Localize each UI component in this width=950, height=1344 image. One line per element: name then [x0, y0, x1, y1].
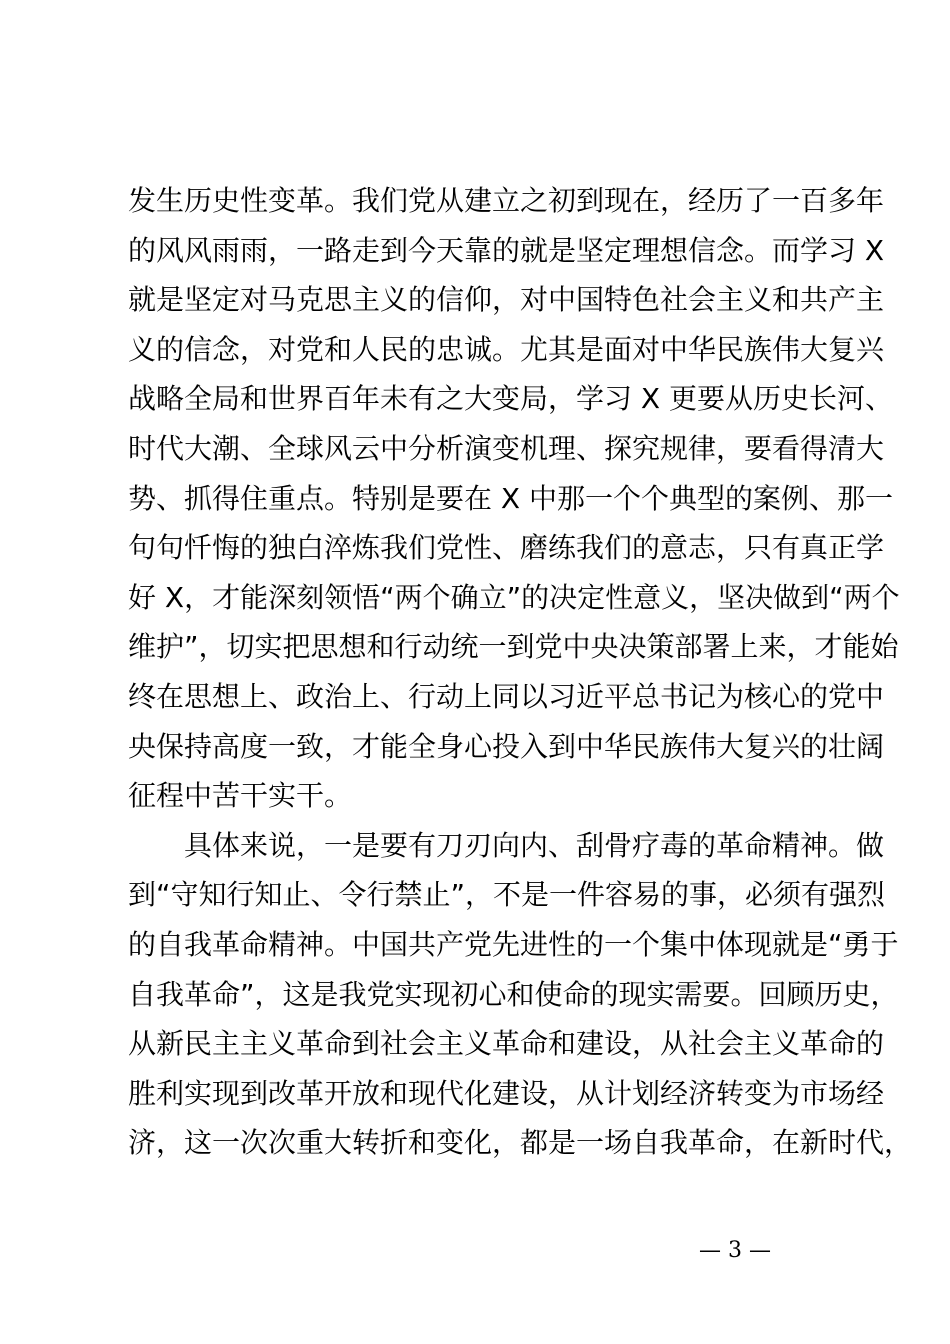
- text-line: 战略全局和世界百年未有之大变局，学习 X 更要从历史长河、: [128, 382, 893, 416]
- text-line: 的自我革命精神。中国共产党先进性的一个集中体现就是“勇于: [128, 927, 899, 961]
- paragraph-1: [128, 176, 900, 821]
- text-line: 好 X，才能深刻领悟“两个确立”的决定性意义，坚决做到“两个: [128, 580, 900, 614]
- text-line: 终在思想上、政治上、行动上同以习近平总书记为核心的党中: [128, 679, 885, 713]
- text-line: 从新民主主义革命到社会主义革命和建设，从社会主义革命的: [128, 1027, 885, 1061]
- text-line: 自我革命”，这是我党实现初心和使命的现实需要。回顾历史，: [128, 977, 899, 1011]
- text-line: 维护”，切实把思想和行动统一到党中央决策部署上来，才能始: [128, 630, 899, 664]
- text-line: 具体来说，一是要有刀刃向内、刮骨疗毒的革命精神。做: [184, 828, 885, 862]
- text-line: 势、抓得住重点。特别是要在 X 中那一个个典型的案例、那一: [128, 481, 893, 515]
- text-line: 发生历史性变革。我们党从建立之初到现在，经历了一百多年: [128, 184, 885, 217]
- text-line: 义的信念，对党和人民的忠诚。尤其是面对中华民族伟大复兴: [128, 332, 885, 366]
- body-text: [128, 176, 913, 1168]
- text-line: 就是坚定对马克思主义的信仰，对中国特色社会主义和共产主: [128, 283, 885, 317]
- text-line: 征程中苦干实干。: [128, 779, 353, 813]
- text-line: 句句忏悔的独白淬炼我们党性、磨练我们的意志，只有真正学: [128, 531, 885, 565]
- text-line: 的风风雨雨，一路走到今天靠的就是坚定理想信念。而学习 X: [128, 233, 885, 267]
- text-line: 时代大潮、全球风云中分析演变机理、探究规律，要看得清大: [128, 431, 885, 465]
- paragraph-2: [128, 821, 913, 1168]
- text-line: 胜利实现到改革开放和现代化建设，从计划经济转变为市场经: [128, 1076, 885, 1110]
- page-number: — 3 —: [699, 1238, 771, 1263]
- text-line: 济，这一次次重大转折和变化，都是一场自我革命，在新时代，: [128, 1126, 913, 1160]
- text-line: 到“守知行知止、令行禁止”，不是一件容易的事，必须有强烈: [128, 878, 886, 912]
- text-line: 央保持高度一致，才能全身心投入到中华民族伟大复兴的壮阔: [128, 729, 885, 763]
